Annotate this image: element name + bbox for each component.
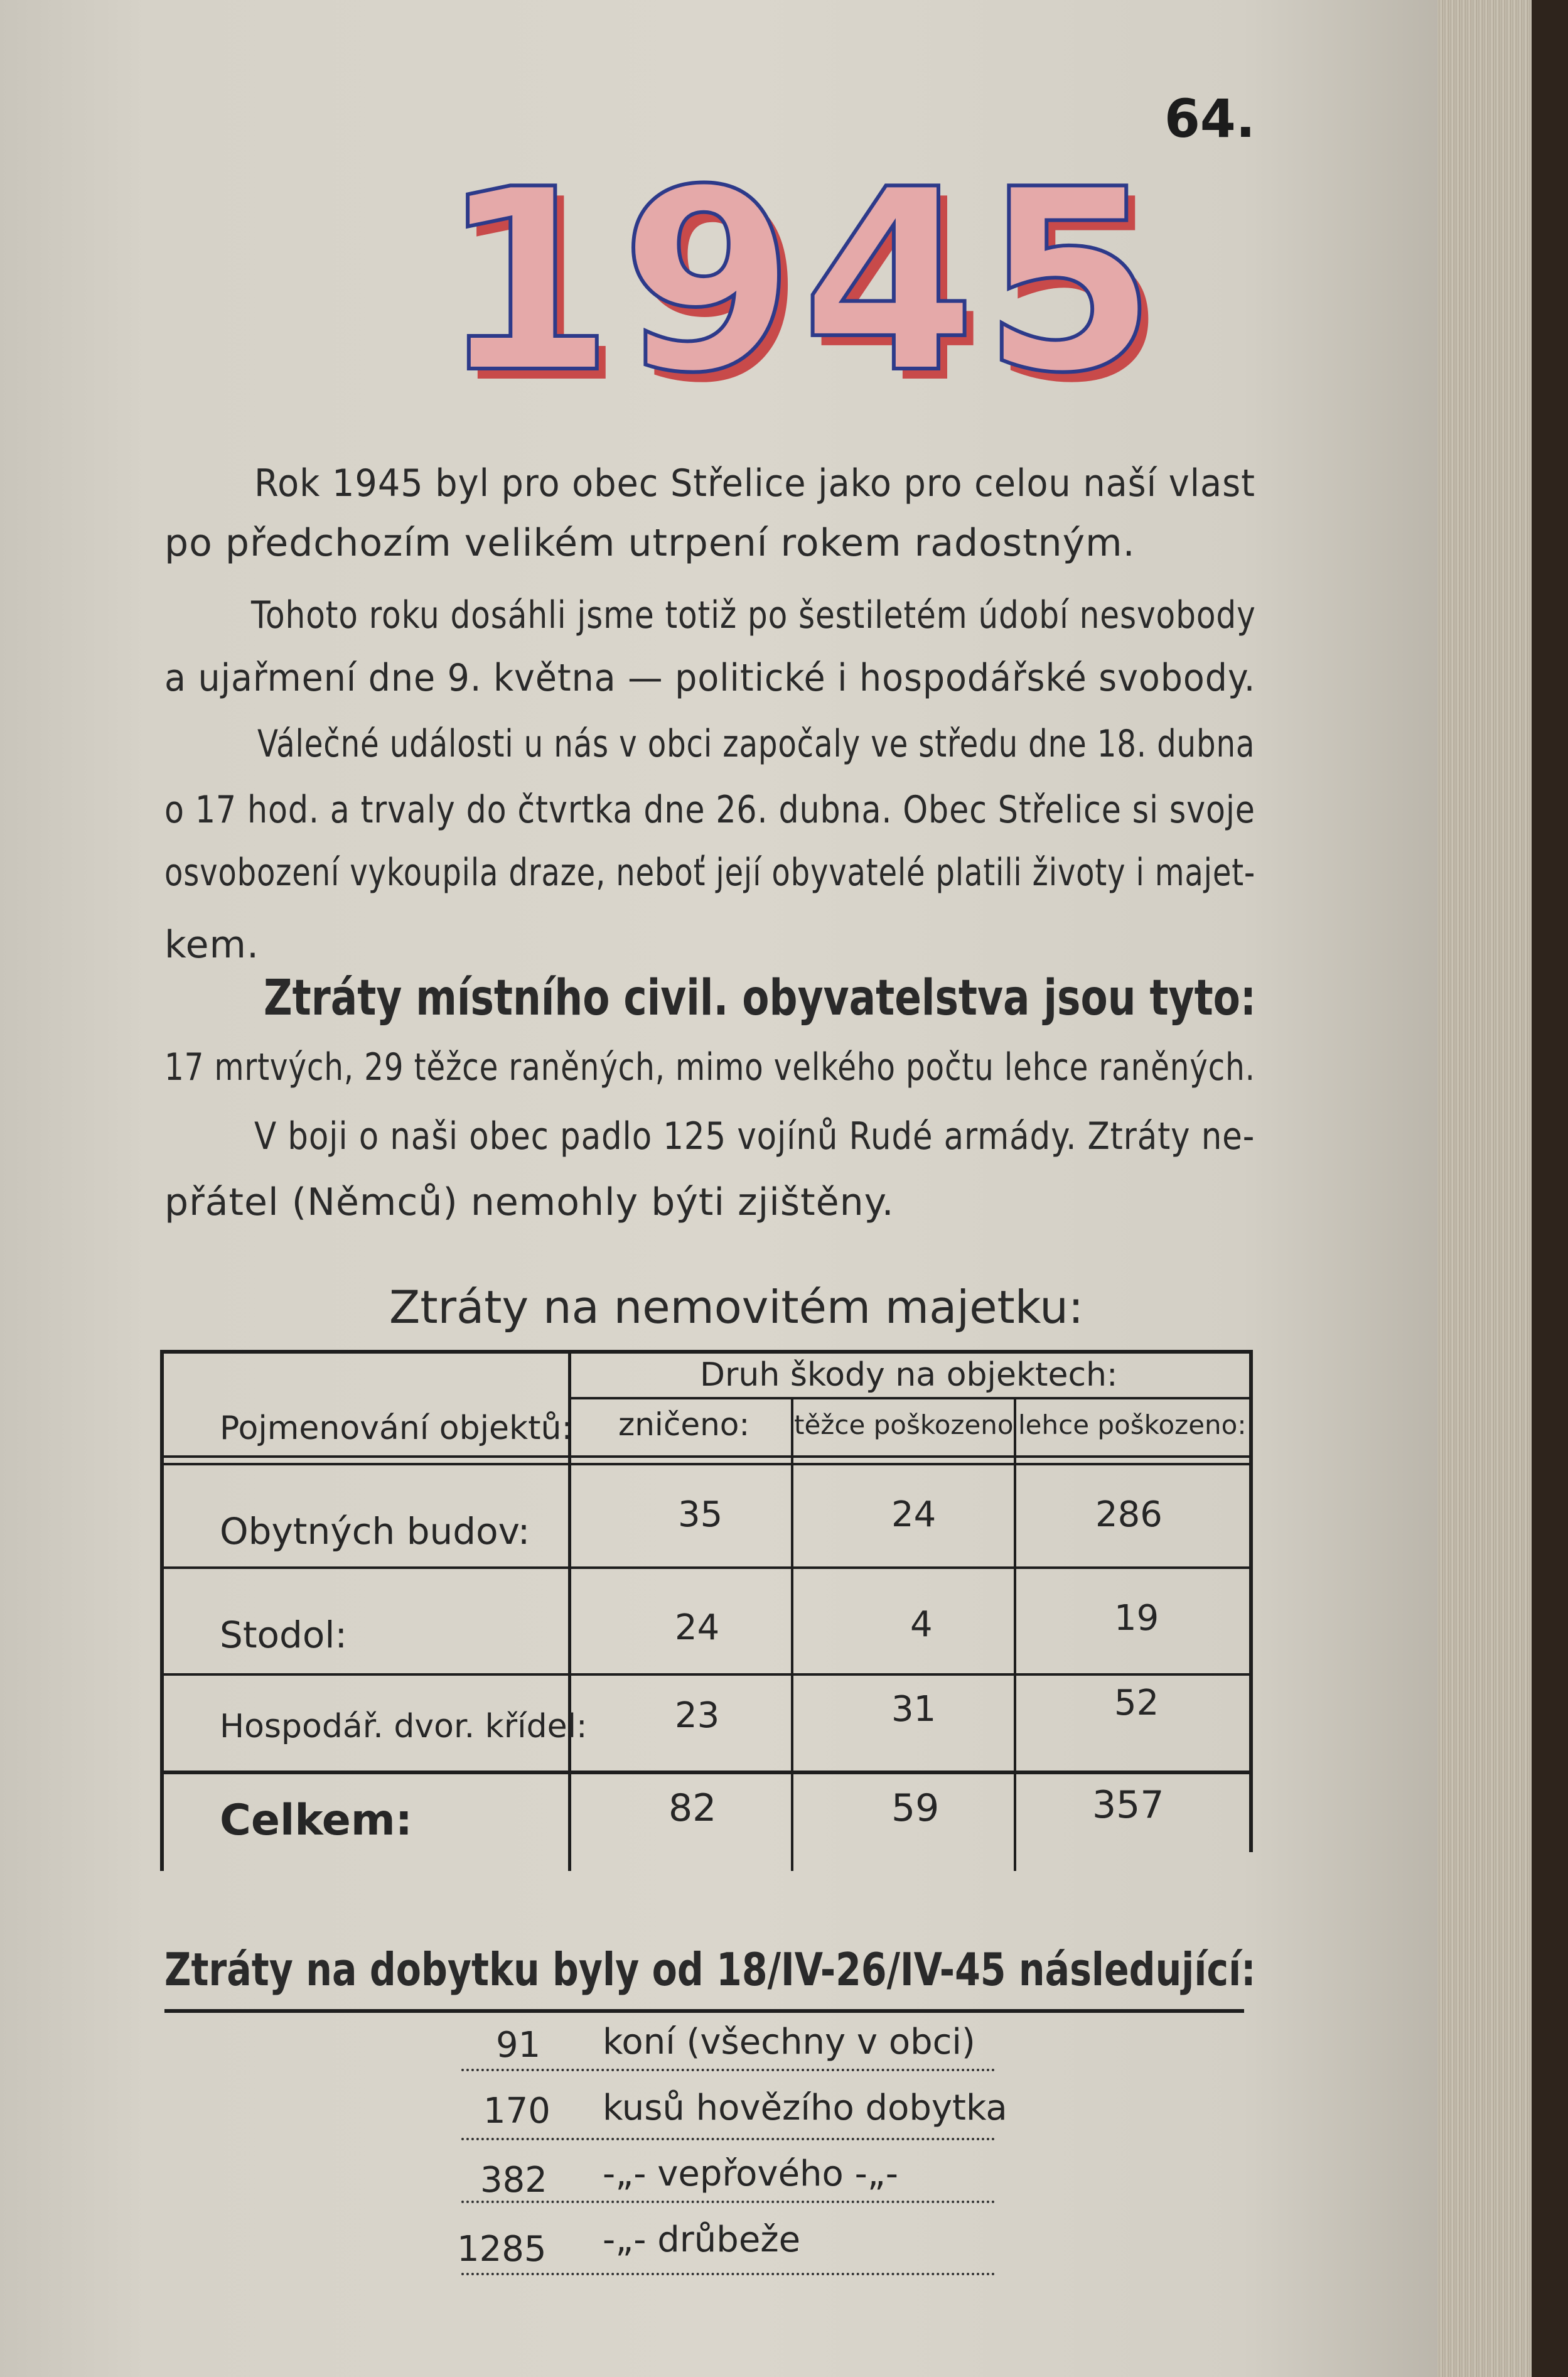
paragraph-line-2: po předchozím velikém utrpení rokem radostným. (164, 521, 1136, 565)
livestock-desc-poultry: -„- drůbeže (603, 2219, 801, 2260)
livestock-count-pigs: 382 (480, 2160, 547, 2201)
livestock-desc-cattle: kusů hovězího dobytka (603, 2088, 1007, 2128)
livestock-count-cattle: 170 (483, 2091, 550, 2132)
cell-barns-heavy: 4 (910, 1604, 933, 1645)
cell-dwellings-destroyed: 35 (678, 1494, 723, 1535)
cell-dwellings-heavy: 24 (891, 1494, 937, 1535)
livestock-desc-pigs: -„- vepřového -„- (603, 2153, 898, 2194)
col-header-group: Druh škody na objektech: (700, 1356, 1118, 1394)
cell-total-heavy: 59 (891, 1786, 940, 1830)
col-header-destroyed: zničeno: (618, 1406, 750, 1443)
cell-farm-wings-light: 52 (1114, 1683, 1159, 1723)
book-binding (1532, 0, 1568, 2377)
row-label-dwellings: Obytných budov: (220, 1510, 530, 1553)
livestock-heading: Ztráty na dobytku byly od 18/IV-26/IV-45 následující: (164, 1943, 1256, 1996)
livestock-count-horses: 91 (496, 2025, 541, 2066)
col-header-light: lehce poškozeno: (1018, 1409, 1247, 1440)
cell-farm-wings-destroyed: 23 (675, 1695, 720, 1736)
paragraph-line-1: Rok 1945 byl pro obec Střelice jako pro celou naší vlast (254, 461, 1255, 505)
row-label-barns: Stodol: (220, 1614, 347, 1656)
row-label-total: Celkem: (220, 1796, 412, 1845)
livestock-heading-underline (164, 2009, 1244, 2013)
paragraph-line-3: Tohoto roku dosáhli jsme totiž po šestiletém údobí nesvobody (251, 593, 1256, 637)
year-title: 1945 (439, 136, 1164, 428)
livestock-desc-horses: koní (všechny v obci) (603, 2022, 975, 2062)
paragraph-line-7: osvobození vykoupila draze, neboť její obyvatelé platili životy i majet- (164, 851, 1256, 895)
paragraph-line-5: Válečné události u nás v obci započaly ve středu dne 18. dubna (257, 722, 1255, 766)
civil-losses-line: 17 mrtvých, 29 těžce raněných, mimo velkého počtu lehce raněných. (164, 1045, 1255, 1089)
cell-barns-destroyed: 24 (675, 1607, 720, 1648)
cell-total-light: 357 (1092, 1783, 1164, 1827)
col-header-heavy: těžce poškozeno (794, 1409, 1014, 1440)
paragraph-line-6: o 17 hod. a trvaly do čtvrtka dne 26. dubna. Obec Střelice si svoje (164, 788, 1255, 832)
livestock-dotline-2 (461, 2138, 995, 2140)
paragraph-line-4: a ujařmení dne 9. května — politické i hospodářské svobody. (164, 656, 1256, 700)
livestock-dotline-1 (461, 2069, 995, 2071)
cell-total-destroyed: 82 (669, 1786, 717, 1830)
cell-farm-wings-heavy: 31 (891, 1689, 937, 1730)
livestock-dotline-3 (461, 2201, 995, 2203)
col-header-object: Pojmenování objektů: (220, 1409, 572, 1447)
army-losses-line-2: přátel (Němců) nemohly býti zjištěny. (164, 1180, 894, 1224)
paragraph-line-8: kem. (164, 923, 260, 967)
livestock-count-poultry: 1285 (457, 2229, 547, 2270)
livestock-dotline-4 (461, 2273, 995, 2275)
civil-losses-heading: Ztráty místního civil. obyvatelstva jsou tyto: (264, 970, 1257, 1027)
cell-dwellings-light: 286 (1095, 1494, 1163, 1535)
property-table-title: Ztráty na nemovitém majetku: (389, 1281, 1084, 1334)
army-losses-line-1: V boji o naši obec padlo 125 vojínů Rudé armády. Ztráty ne- (254, 1114, 1255, 1158)
page-number: 64. (1164, 88, 1255, 149)
row-label-farm-wings: Hospodář. dvor. křídel: (220, 1708, 588, 1745)
cell-barns-light: 19 (1114, 1598, 1159, 1639)
